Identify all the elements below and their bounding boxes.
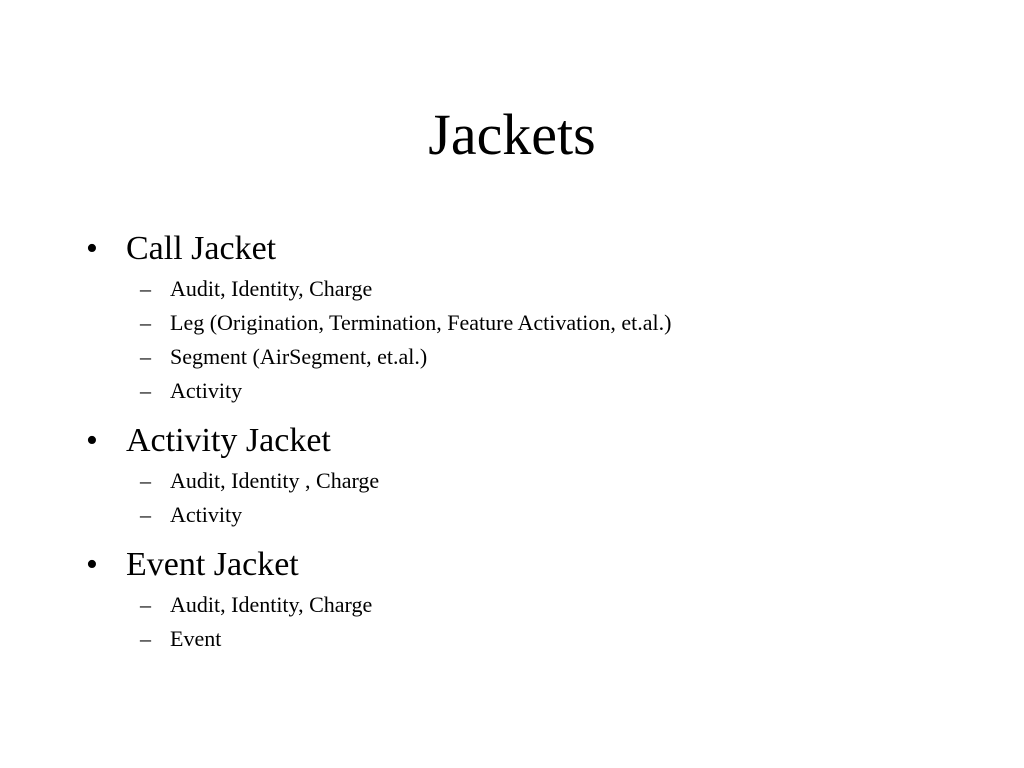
dash-icon: – xyxy=(140,592,151,617)
sub-list xyxy=(86,272,966,408)
sub-item-label: Event xyxy=(170,626,222,651)
bullet-list xyxy=(86,226,966,666)
sub-item-label: Audit, Identity, Charge xyxy=(170,276,373,301)
bullet-item-event-jacket xyxy=(86,542,966,656)
sub-item-label: Leg (Origination, Termination, Feature Activation, et.al.) xyxy=(170,310,672,335)
dash-icon: – xyxy=(140,626,151,651)
dash-icon: – xyxy=(140,378,151,403)
bullet-label: Event Jacket xyxy=(126,546,299,583)
sub-list xyxy=(86,588,966,656)
bullet-row xyxy=(86,542,966,588)
sub-item xyxy=(86,374,966,408)
sub-item-label: Segment (AirSegment, et.al.) xyxy=(170,344,428,369)
dash-icon: – xyxy=(140,276,151,301)
slide-title: Jackets xyxy=(428,102,596,167)
bullet-item-activity-jacket xyxy=(86,418,966,532)
dash-icon: – xyxy=(140,344,151,369)
bullet-row xyxy=(86,418,966,464)
bullet-item-call-jacket xyxy=(86,226,966,408)
bullet-row xyxy=(86,226,966,272)
sub-item xyxy=(86,272,966,306)
bullet-icon: • xyxy=(86,422,98,459)
dash-icon: – xyxy=(140,310,151,335)
bullet-icon: • xyxy=(86,230,98,267)
dash-icon: – xyxy=(140,502,151,527)
sub-list xyxy=(86,464,966,532)
sub-item xyxy=(86,498,966,532)
sub-item xyxy=(86,464,966,498)
sub-item-label: Activity xyxy=(170,502,243,527)
sub-item xyxy=(86,588,966,622)
sub-item xyxy=(86,306,966,340)
bullet-icon: • xyxy=(86,546,98,583)
sub-item xyxy=(86,340,966,374)
bullet-label: Call Jacket xyxy=(126,230,277,267)
sub-item-label: Audit, Identity , Charge xyxy=(170,468,380,493)
bullet-label: Activity Jacket xyxy=(126,422,331,459)
sub-item-label: Audit, Identity, Charge xyxy=(170,592,373,617)
dash-icon: – xyxy=(140,468,151,493)
sub-item xyxy=(86,622,966,656)
sub-item-label: Activity xyxy=(170,378,243,403)
